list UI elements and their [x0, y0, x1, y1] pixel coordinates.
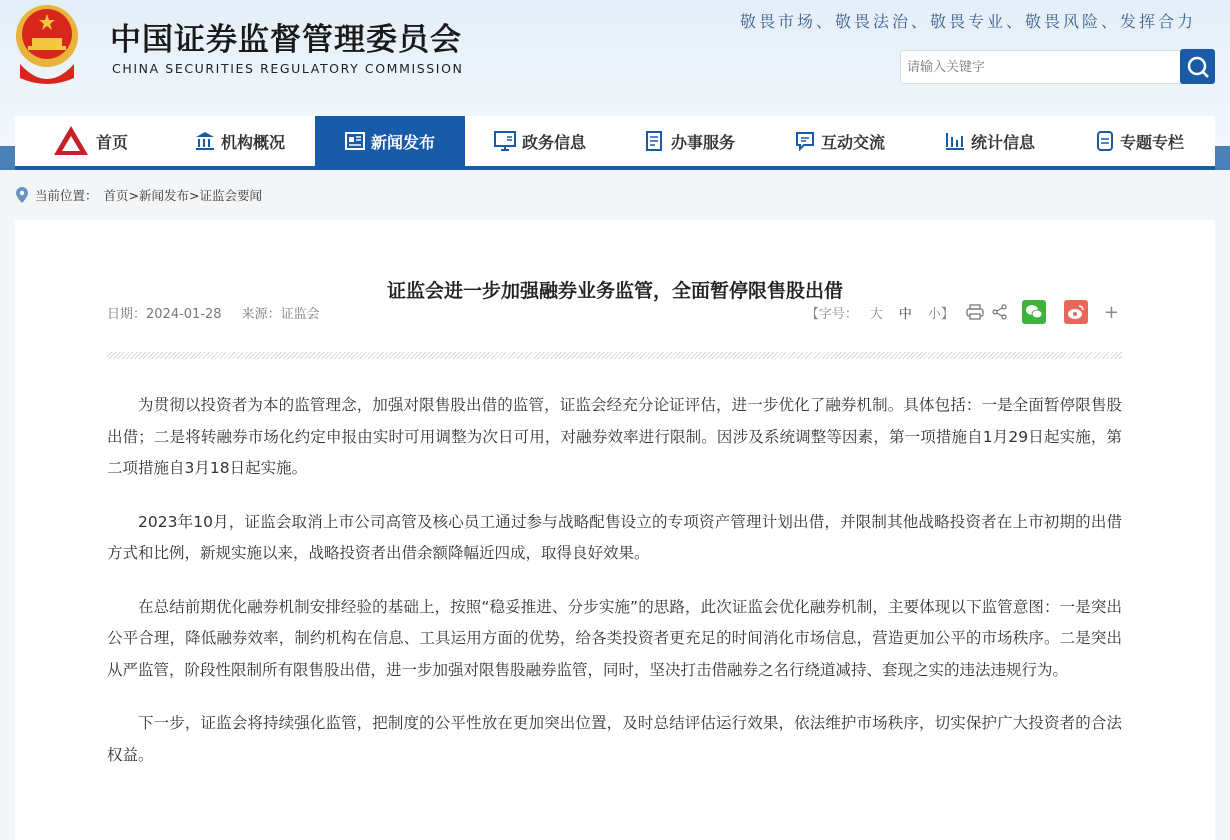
paragraph: 为贯彻以投资者为本的监管理念，加强对限售股出借的监管，证监会经充分论证评估，进一步优化了融券机制。具体包括：一是全面暂停限售股出借；二是将转融券市场化约定申报由实时可用调整为次日可用，对融券效率进行限制。因涉及系统调整等因素，第一项措施自1月29日起实施，第二项措施自3月18日起实施。 [107, 396, 1122, 477]
search-input[interactable] [900, 50, 1182, 84]
nav-label: 专题专栏 [1119, 132, 1184, 152]
national-emblem-icon [14, 4, 80, 86]
main-nav [15, 116, 1215, 170]
share-icon[interactable] [992, 304, 1008, 320]
csrc-logo-icon [52, 124, 90, 158]
article-title: 证监会进一步加强融券业务监管，全面暂停限售股出借 [386, 280, 843, 302]
slogan: 敬畏市场、敬畏法治、敬畏专业、敬畏风险、发挥合力 [739, 12, 1196, 31]
nav-about[interactable] [165, 116, 315, 166]
nav-label: 机构概况 [220, 132, 285, 152]
newspaper-icon [345, 132, 365, 150]
wechat-share-button[interactable] [1022, 300, 1046, 324]
paragraph: 在总结前期优化融券机制安排经验的基础上，按照“稳妥推进、分步实施”的思路，此次证监会优化融券机制，主要体现以下监管意图：一是突出公平合理，降低融券效率，制约机构在信息、工具运用方面的优势，给各类投资者更充足的时间消化市场信息，营造更加公平的市场秩序。二是突出从严监管，阶段性限制所有限售股出借，进一步加强对限售股融券监管，同时，坚决打击借融券之名行绕道减持、套现之实的违法违规行为。 [107, 597, 1122, 679]
font-small-button[interactable]: 小】 [927, 306, 954, 322]
weibo-share-button[interactable] [1064, 300, 1088, 324]
more-share-button[interactable]: + [1103, 301, 1119, 323]
building-icon [195, 131, 215, 151]
article-meta [107, 303, 320, 322]
nav-gov-info[interactable] [465, 116, 615, 166]
font-large-button[interactable]: 大 [869, 306, 883, 322]
site-title-en: CHINA SECURITIES REGULATORY COMMISSION [112, 61, 464, 76]
nav-home[interactable] [15, 116, 165, 166]
nav-news[interactable] [315, 116, 465, 166]
article-date: 日期：2024-01-28 [107, 307, 222, 322]
nav-services[interactable] [615, 116, 765, 166]
weibo-icon [1067, 304, 1085, 320]
chat-icon [795, 131, 815, 151]
nav-label: 办事服务 [670, 132, 735, 152]
article-card [15, 220, 1215, 840]
search-icon [1186, 55, 1210, 79]
site-title: 中国证券监督管理委员会 [110, 22, 462, 58]
wechat-icon [1025, 304, 1043, 320]
nav-label: 首页 [95, 132, 128, 152]
breadcrumb-path[interactable]: 首页>新闻发布>证监会要闻 [103, 188, 262, 203]
monitor-star-icon [494, 131, 516, 151]
paragraph: 2023年10月，证监会取消上市公司高管及核心员工通过参与战略配售设立的专项资产管理计划出借，并限制其他战略投资者在上市初期的出借方式和比例，新规实施以来，战略投资者出借余额降幅近四成，取得良好效果。 [107, 512, 1122, 562]
notes-icon [1096, 131, 1114, 151]
font-size-label: 【字号： [805, 306, 858, 322]
search-button[interactable] [1180, 49, 1215, 84]
breadcrumb-label: 当前位置： [35, 188, 98, 203]
article-tools [806, 300, 1119, 324]
nav-label: 互动交流 [820, 132, 885, 152]
nav-label: 新闻发布 [370, 132, 435, 152]
location-pin-icon [15, 187, 29, 203]
font-medium-button[interactable]: 中 [898, 306, 912, 322]
breadcrumb [15, 186, 262, 204]
document-list-icon [645, 131, 665, 151]
nav-interaction[interactable] [765, 116, 915, 166]
article-body [107, 390, 1122, 793]
nav-label: 统计信息 [970, 132, 1035, 152]
print-icon[interactable] [966, 304, 984, 320]
nav-label: 政务信息 [521, 132, 586, 152]
nav-topics[interactable] [1065, 116, 1215, 166]
title-divider [107, 352, 1122, 359]
article-source: 来源：证监会 [241, 307, 320, 322]
bar-chart-icon [945, 131, 965, 151]
paragraph: 下一步，证监会将持续强化监管，把制度的公平性放在更加突出位置，及时总结评估运行效果，依法维护市场秩序，切实保护广大投资者的合法权益。 [107, 714, 1122, 764]
nav-statistics[interactable] [915, 116, 1065, 166]
